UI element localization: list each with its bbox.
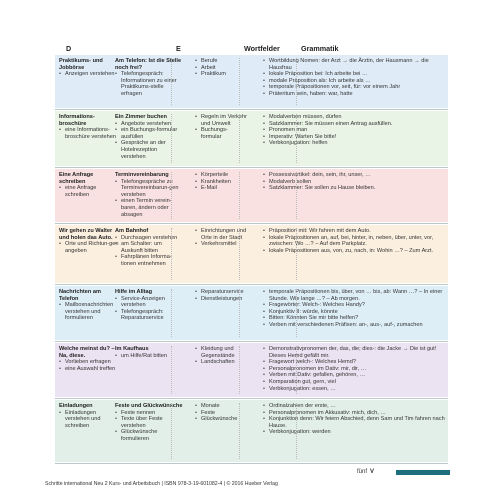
list-item: • Pronomen man: [263, 127, 445, 134]
list-item: • Verbkonjugation: werden: [263, 429, 445, 436]
cell-d: [59, 58, 119, 78]
list-item: • Fragewörter: Welch-: Welches Handy?: [263, 302, 445, 309]
column-divider: [239, 289, 240, 337]
cell-title: Wir gehen zu Walter und holen das Auto.: [59, 228, 113, 241]
list-item: • Modalverb sollen: [263, 179, 445, 186]
cell-title: Eine Anfrage schreiben: [59, 172, 94, 185]
list-item: • Konjunktion denn: Wir feiern Abschied, denn Sam und Tim fahren nach Hause.: [263, 416, 445, 429]
cell-d: [59, 114, 119, 140]
list-item: • Orte und Richtun-gen angeben: [59, 241, 119, 254]
column-divider: [296, 172, 297, 219]
accent-bar: [396, 470, 450, 475]
cell-grammatik: [263, 346, 445, 392]
list-item: • am Schalter: um Auskunft bitten: [115, 241, 183, 254]
cell-e: [115, 114, 183, 160]
cell-grammatik: [263, 228, 445, 254]
table-row: [55, 55, 448, 108]
cell-title: Einladungen: [59, 403, 93, 409]
list-item: • ein Buchungs-formular ausfüllen: [115, 127, 183, 140]
cell-e: [115, 289, 183, 322]
list-item: • Glückwünsche: [195, 416, 247, 423]
cell-title: Ein Zimmer buchen: [115, 114, 167, 120]
list-item: • um Hilfe/Rat bitten: [115, 353, 183, 360]
list-item: • Kleidung und Gegenstände: [195, 346, 247, 359]
row-divider: [55, 398, 448, 399]
list-item: • Wortbildung Nomen: der Arzt → die Ärztin, der Hausmann → die Hausfrau: [263, 58, 445, 71]
cell-title: Welche meinst du? – Na, diese.: [59, 346, 115, 359]
cell-d: [59, 403, 119, 429]
list-item: • eine Auswahl treffen: [59, 366, 119, 373]
list-item: • Buchungs-formular: [195, 127, 247, 140]
column-divider: [171, 58, 172, 105]
column-divider: [296, 403, 297, 459]
list-item: • Angebote verstehen: [115, 121, 183, 128]
list-item: • Service-Anzeigen verstehen: [115, 296, 183, 309]
cell-d: [59, 172, 119, 198]
list-item: • Mailboxnachrichten verstehen und formulieren: [59, 302, 119, 322]
list-item: • modale Präposition als: Ich arbeite als …: [263, 78, 445, 85]
cell-grammatik: [263, 289, 445, 329]
cell-title: Terminvereinbarung: [115, 172, 169, 178]
list-item: • Landschaften: [195, 359, 247, 366]
cell-e: [115, 172, 183, 218]
cell-e: [115, 228, 183, 268]
row-divider: [55, 109, 448, 110]
list-item: • E-Mail: [195, 185, 247, 192]
page-number: fünf V: [357, 469, 375, 475]
cell-grammatik: [263, 403, 445, 436]
cell-d: [59, 289, 119, 322]
list-item: • Dienstleistungen: [195, 296, 247, 303]
list-item: • Einladungen verstehen und schreiben: [59, 410, 119, 430]
column-header-grammatik: Grammatik: [301, 44, 339, 53]
list-item: • eine Anfrage schreiben: [59, 185, 119, 198]
list-item: • Glückwünsche formulieren: [115, 429, 183, 442]
cell-title: Praktikums- und Jobbörse: [59, 58, 103, 71]
table-row: [55, 225, 448, 283]
list-item: • Telefongespräch: Informationen zu einer Praktikums-stelle erfragen: [115, 71, 183, 97]
list-item: • Körperteile: [195, 172, 247, 179]
list-item: • Verbkonjugation: helfen: [263, 140, 445, 147]
list-item: • Vorlieben erfragen: [59, 359, 119, 366]
list-item: • Feste: [195, 410, 247, 417]
table-row: [55, 400, 448, 462]
column-header-e: E: [176, 44, 181, 53]
list-item: • Konjunktiv II: würde, könnte: [263, 309, 445, 316]
list-item: • Personalpronomen im Akkusativ: mich, dich, …: [263, 410, 445, 417]
cell-e: [115, 346, 183, 359]
row-divider: [55, 284, 448, 285]
list-item: • Reparaturservice: [195, 289, 247, 296]
cell-d: [59, 228, 119, 254]
column-divider: [171, 289, 172, 337]
list-item: • Fahrplänen Informa-tionen entnehmen: [115, 254, 183, 267]
table-row: [55, 111, 448, 166]
cell-title: Hilfe im Alltag: [115, 289, 153, 295]
list-item: • Präposition mit: Wir fahren mit dem Auto.: [263, 228, 445, 235]
list-item: • Berufe: [195, 58, 247, 65]
column-divider: [239, 346, 240, 394]
list-item: • Satzklammer: Sie sollen zu Hause bleiben.: [263, 185, 445, 192]
list-item: • Durchsagen verstehen: [115, 235, 183, 242]
cell-d: [59, 346, 119, 372]
list-item: • Verben mit Dativ: gefallen, gehören, …: [263, 372, 445, 379]
list-item: • Telefongespräch: Reparaturservice: [115, 309, 183, 322]
cell-grammatik: [263, 114, 445, 147]
list-item: • Einrichtungen und Orte in der Stadt: [195, 228, 247, 241]
list-item: • Ordinalzahlen der erste, …: [263, 403, 445, 410]
column-divider: [239, 172, 240, 219]
cell-e: [115, 58, 183, 98]
cell-title: Nachrichten am Telefon: [59, 289, 101, 302]
column-divider: [171, 403, 172, 459]
column-divider: [239, 403, 240, 459]
list-item: • temporale Präpositionen vor, seit, für: vor einem Jahr: [263, 84, 445, 91]
table-row: [55, 169, 448, 222]
list-item: • Satzklammer: Sie müssen einen Antrag ausfüllen.: [263, 121, 445, 128]
column-divider: [171, 172, 172, 219]
column-header-d: D: [66, 44, 72, 53]
list-item: • Imperativ: Warten Sie bitte!: [263, 134, 445, 141]
column-divider: [296, 114, 297, 163]
cell-grammatik: [263, 58, 445, 98]
column-divider: [296, 228, 297, 280]
list-item: • Krankheiten: [195, 179, 247, 186]
list-item: • Gespräche an der Hotelrezeption verstehen: [115, 140, 183, 160]
column-divider: [296, 58, 297, 105]
cell-title: Feste und Glückwünsche: [115, 403, 183, 409]
cell-e: [115, 403, 183, 443]
list-item: • Praktikum: [195, 71, 247, 78]
row-divider: [55, 463, 448, 464]
list-item: • Präteritum sein, haben: war, hatte: [263, 91, 445, 98]
list-item: • lokale Präpositionen an, auf, bei, hinter, in, neben, über, unter, vor, zwischen: Wo …? – Auf dem Parkplatz.: [263, 235, 445, 248]
list-item: • Possessivartikel: dein, sein, ihr, unser, …: [263, 172, 445, 179]
list-item: • Personalpronomen im Dativ: mir, dir, …: [263, 366, 445, 373]
list-item: • Komparation gut, gern, viel: [263, 379, 445, 386]
column-divider: [296, 289, 297, 337]
column-header-wortfelder: Wortfelder: [244, 44, 280, 53]
row-divider: [55, 223, 448, 224]
list-item: • Verben mit verschiedenen Präfixen: an-, aus-, auf-, zumachen: [263, 322, 445, 329]
list-item: • Feste nennen: [115, 410, 183, 417]
column-divider: [171, 228, 172, 280]
table-row: [55, 343, 448, 397]
row-divider: [55, 167, 448, 168]
list-item: • Verbkonjugation: essen, …: [263, 386, 445, 393]
list-item: • Regeln im Verkehr und Umwelt: [195, 114, 247, 127]
cell-title: Im Kaufhaus: [115, 346, 149, 352]
column-divider: [239, 114, 240, 163]
table-row: [55, 286, 448, 340]
list-item: • Bitten: Könnten Sie mir bitte helfen?: [263, 315, 445, 322]
list-item: • Telefongespräche zu Terminvereinbarun-gen verstehen: [115, 179, 183, 199]
cell-grammatik: [263, 172, 445, 192]
list-item: • Monate: [195, 403, 247, 410]
column-divider: [296, 346, 297, 394]
column-divider: [239, 58, 240, 105]
column-divider: [171, 346, 172, 394]
cell-title: Informations-broschüre: [59, 114, 95, 127]
list-item: • lokale Präpositionen aus, von, zu, nach, in: Wohin …? – Zum Arzt.: [263, 248, 445, 255]
footer-text: Schritte international Neu 2 Kurs- und Arbeitsbuch | ISBN 978-3-19-601082-4 | © 2016 Hueber Verlag: [45, 481, 278, 487]
list-item: • Fragewort welch-: Welches Hemd?: [263, 359, 445, 366]
cell-title: Am Telefon: Ist die Stelle noch frei?: [115, 58, 182, 71]
list-item: • Texte über Feste verstehen: [115, 416, 183, 429]
list-item: • temporale Präpositionen bis, über, von … bis, ab: Wann …? – In einer Stunde. Wie lange …? – Ab morgen.: [263, 289, 445, 302]
list-item: • Verkehrsmittel: [195, 241, 247, 248]
list-item: • Demonstrativpronomen der, das, die; dies-: die Jacke → Die ist gut! Dieses Hemd gefällt mir.: [263, 346, 445, 359]
cell-title: Am Bahnhof: [115, 228, 149, 234]
list-item: • lokale Präposition bei: Ich arbeite bei …: [263, 71, 445, 78]
row-divider: [55, 341, 448, 342]
list-item: • Anzeigen verstehen: [59, 71, 119, 78]
column-divider: [171, 114, 172, 163]
list-item: • einen Termin verein-baren, ändern oder absagen: [115, 198, 183, 218]
list-item: • eine Informations-broschüre verstehen: [59, 127, 119, 140]
list-item: • Arbeit: [195, 65, 247, 72]
column-divider: [239, 228, 240, 280]
list-item: • Modalverben müssen, dürfen: [263, 114, 445, 121]
